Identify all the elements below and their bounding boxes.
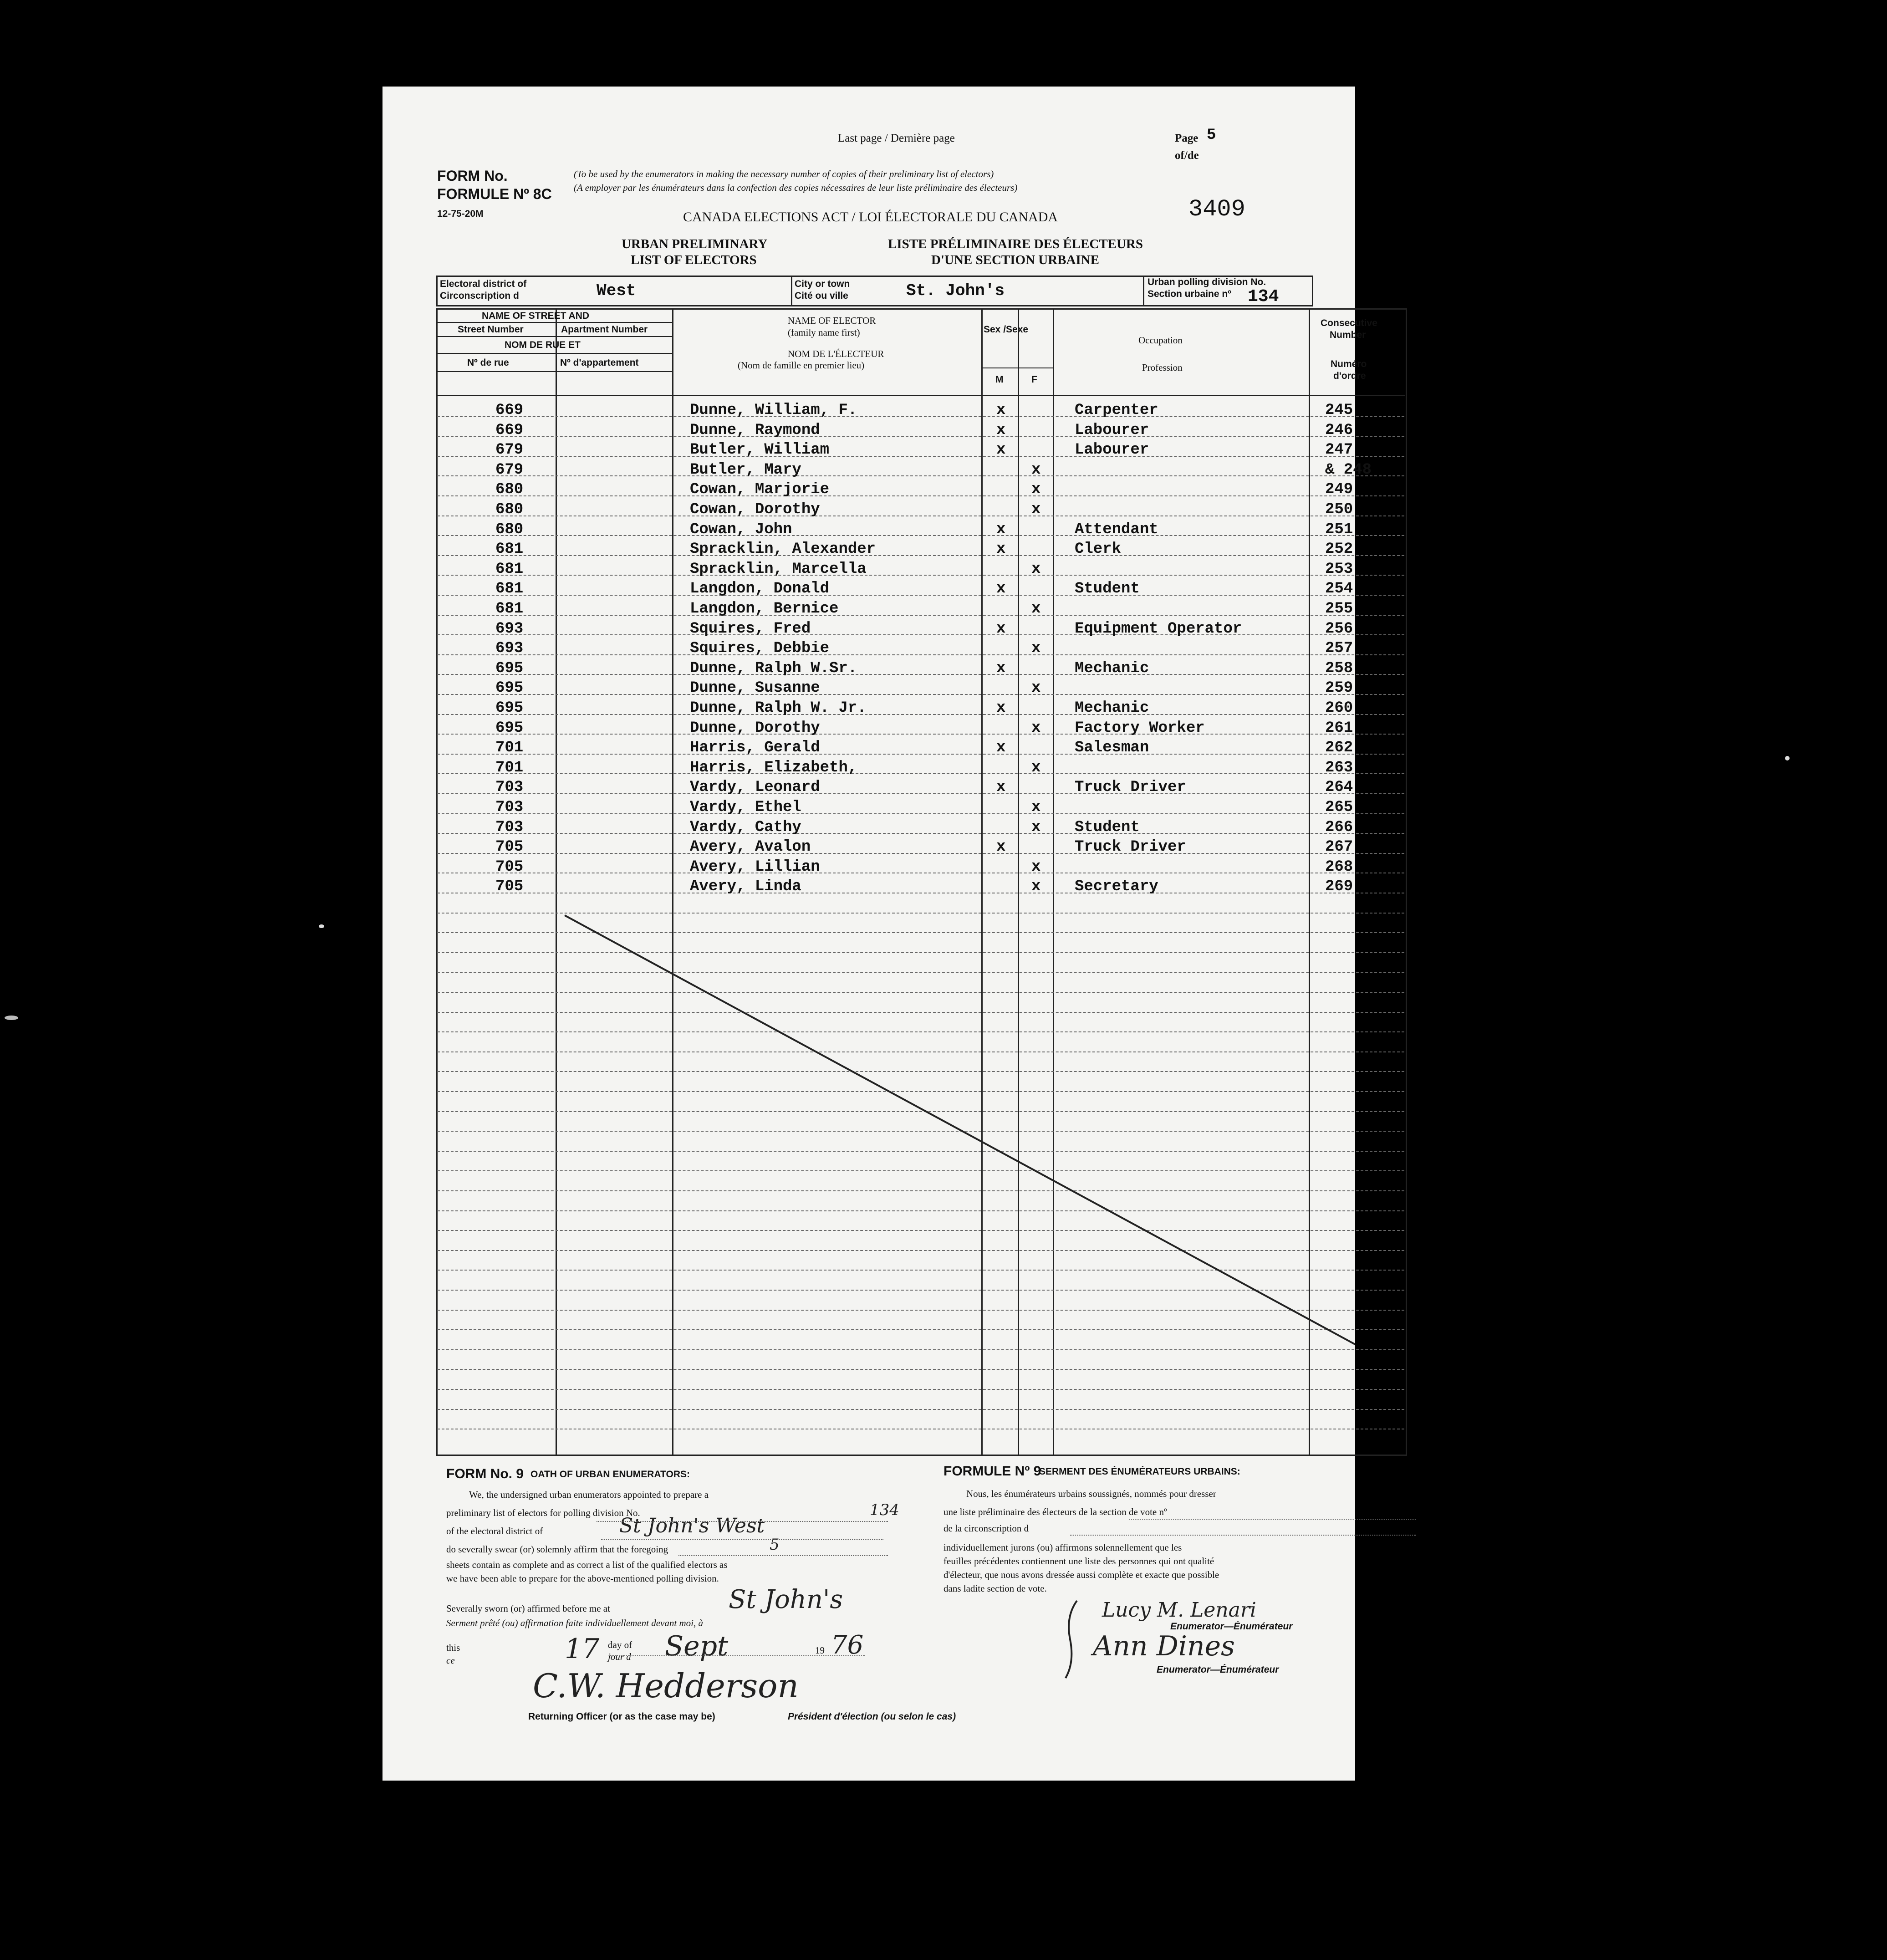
consecutive-number-cell: 268 (1325, 858, 1353, 876)
consecutive-number-cell: 251 (1325, 521, 1353, 538)
sex-m-cell: x (996, 580, 1006, 598)
elector-name-cell: Harris, Gerald (690, 739, 820, 757)
elector-name-cell: Dunne, Susanne (690, 679, 820, 697)
street-number-cell: 680 (495, 501, 524, 518)
occupation-cell: Equipment Operator (1075, 620, 1242, 638)
instruction-fr: (A employer par les énumérateurs dans la confection des copies nécessaires de leur liste préliminaire des électeurs) (574, 182, 1018, 193)
city-label-2: Cité ou ville (795, 291, 848, 301)
street-header: NAME OF STREET AND (482, 311, 590, 321)
street-number-cell: 693 (495, 620, 524, 638)
consecutive-number-cell: 265 (1325, 799, 1353, 816)
sex-m-cell: x (996, 441, 1006, 459)
sworn-line-1: Severally sworn (or) affirmed before me at (446, 1603, 610, 1614)
enumerator-label-2: Enumerator—Énumérateur (1157, 1664, 1279, 1675)
elector-header-3: NOM DE L'ÉLECTEUR (788, 348, 884, 359)
consecutive-number-cell: 264 (1325, 779, 1353, 796)
returning-officer-label: Returning Officer (or as the case may be) (528, 1711, 715, 1722)
occupation-cell: Labourer (1075, 441, 1149, 459)
elector-name-cell: Squires, Debbie (690, 640, 830, 658)
city-label-1: City or town (795, 279, 850, 289)
formule-no: FORMULE Nº 8C (437, 186, 552, 202)
sex-f-cell: x (1031, 858, 1041, 876)
this-label: this (446, 1642, 460, 1653)
elector-name-cell: Dunne, William, F. (690, 402, 857, 419)
sex-f-cell: x (1031, 679, 1041, 697)
occupation-cell: Factory Worker (1075, 719, 1205, 737)
consecutive-header-4: d'ordre (1333, 371, 1366, 381)
elector-name-cell: Harris, Elizabeth, (690, 759, 857, 776)
sex-f-cell: x (1031, 600, 1041, 618)
consecutive-header-1: Consecutive (1321, 318, 1377, 328)
sex-m-cell: x (996, 739, 1006, 757)
sex-f-cell: x (1031, 719, 1041, 737)
form-page (382, 87, 1377, 1781)
occupation-cell: Mechanic (1075, 659, 1149, 677)
title-en-2: LIST OF ELECTORS (631, 253, 757, 267)
film-speck (319, 924, 324, 928)
elector-name-cell: Avery, Lillian (690, 858, 820, 876)
apartment-number-header: Apartment Number (561, 324, 648, 335)
oath-polling-division-value: 134 (870, 1501, 899, 1519)
oath-fr-title: FORMULE Nº 9 (944, 1464, 1041, 1479)
form-code: 12-75-20M (437, 209, 484, 219)
sex-f-cell: x (1031, 560, 1041, 578)
returning-officer-signature: C.W. Hedderson (533, 1667, 799, 1705)
occupation-cell: Truck Driver (1075, 838, 1186, 856)
street-number-cell: 681 (495, 580, 524, 598)
street-number-cell: 703 (495, 779, 524, 796)
oath-en-line2: preliminary list of electors for polling division No. (446, 1507, 640, 1518)
street-number-cell: 681 (495, 560, 524, 578)
consecutive-number-cell: 249 (1325, 481, 1353, 499)
elector-name-cell: Butler, William (690, 441, 830, 459)
elector-name-cell: Langdon, Bernice (690, 600, 839, 618)
street-number-header: Street Number (458, 324, 524, 335)
street-number-cell: 695 (495, 719, 524, 737)
form-no: FORM No. (437, 168, 508, 184)
profession-header: Profession (1142, 362, 1183, 373)
street-number-cell: 695 (495, 699, 524, 717)
sex-f-cell: x (1031, 501, 1041, 518)
f-header: F (1031, 374, 1037, 385)
elector-name-cell: Butler, Mary (690, 461, 801, 479)
occupation-cell: Student (1075, 580, 1140, 598)
consecutive-number-cell: 254 (1325, 580, 1353, 598)
president-label: Président d'élection (ou selon le cas) (788, 1711, 956, 1722)
consecutive-number-cell: 266 (1325, 818, 1353, 836)
consecutive-number-cell: 245 (1325, 402, 1353, 419)
sex-m-cell: x (996, 421, 1006, 439)
elector-name-cell: Vardy, Ethel (690, 799, 801, 816)
occupation-cell: Truck Driver (1075, 779, 1186, 796)
poll-label-2: Section urbaine nº (1148, 289, 1231, 299)
oath-en-line6: we have been able to prepare for the above-mentioned polling division. (446, 1573, 719, 1584)
year-value: 76 (831, 1630, 864, 1660)
elector-name-cell: Avery, Avalon (690, 838, 811, 856)
street-number-cell: 705 (495, 858, 524, 876)
sworn-line-2: Serment prêté (ou) affirmation faite individuellement devant moi, à (446, 1618, 703, 1628)
oath-fr-line3: de la circonscription d (944, 1523, 1029, 1534)
street-number-cell: 703 (495, 799, 524, 816)
street-number-cell: 669 (495, 421, 524, 439)
sex-f-cell: x (1031, 759, 1041, 776)
oath-sheets-value: 5 (770, 1536, 780, 1554)
sex-f-cell: x (1031, 818, 1041, 836)
street-number-cell: 703 (495, 818, 524, 836)
consecutive-number-cell: & 248 (1325, 461, 1372, 479)
instruction-en: (To be used by the enumerators in making the necessary number of copies of their preliminary list of electors) (574, 168, 994, 179)
street-number-cell: 705 (495, 878, 524, 896)
day-of-label: day of (608, 1639, 632, 1650)
sex-f-cell: x (1031, 640, 1041, 658)
sex-f-cell: x (1031, 878, 1041, 896)
elector-name-cell: Vardy, Cathy (690, 818, 801, 836)
elector-name-cell: Dunne, Raymond (690, 421, 820, 439)
cancel-diagonal-line (382, 87, 1355, 1544)
jour-de-label: jour d (608, 1651, 631, 1662)
elector-name-cell: Dunne, Dorothy (690, 719, 820, 737)
film-mark (5, 1016, 18, 1020)
elector-name-cell: Cowan, Marjorie (690, 481, 830, 499)
last-page-label: Last page / Dernière page (838, 132, 955, 144)
street-number-cell: 695 (495, 679, 524, 697)
ce-label: ce (446, 1655, 455, 1666)
street-number-cell: 695 (495, 659, 524, 677)
sworn-place: St John's (729, 1585, 843, 1614)
occupation-cell: Student (1075, 818, 1140, 836)
oath-fr-line4: individuellement jurons (ou) affirmons solennellement que les (944, 1542, 1182, 1553)
title-fr-1: LISTE PRÉLIMINAIRE DES ÉLECTEURS (888, 237, 1143, 251)
consecutive-number-cell: 259 (1325, 679, 1353, 697)
poll-label-1: Urban polling division No. (1148, 277, 1266, 287)
consecutive-header-3: Numéro (1331, 359, 1367, 369)
occupation-cell: Mechanic (1075, 699, 1149, 717)
document-number: 3409 (1188, 196, 1245, 223)
consecutive-number-cell: 263 (1325, 759, 1353, 776)
occupation-cell: Attendant (1075, 521, 1158, 538)
occupation-cell: Clerk (1075, 541, 1122, 558)
sex-m-cell: x (996, 541, 1006, 558)
district-label-1: Electoral district of (440, 279, 527, 289)
sex-header: Sex /Sexe (984, 324, 1029, 335)
sex-m-cell: x (996, 402, 1006, 419)
elector-header-1: NAME OF ELECTOR (788, 315, 876, 326)
elector-header-4: (Nom de famille en premier lieu) (738, 360, 865, 371)
m-header: M (995, 374, 1004, 385)
elector-name-cell: Squires, Fred (690, 620, 811, 638)
oath-district-value: St John's West (619, 1514, 765, 1537)
consecutive-header-2: Number (1330, 330, 1366, 340)
occupation-cell: Labourer (1075, 421, 1149, 439)
signature-bracket (1056, 1598, 1084, 1680)
elector-name-cell: Spracklin, Marcella (690, 560, 867, 578)
district-value: West (597, 281, 636, 300)
consecutive-number-cell: 255 (1325, 600, 1353, 618)
page-number: 5 (1207, 127, 1216, 144)
oath-fr-line2: une liste préliminaire des électeurs de la section de vote nº (944, 1506, 1167, 1517)
street-number-cell: 693 (495, 640, 524, 658)
consecutive-number-cell: 253 (1325, 560, 1353, 578)
street-number-cell: 669 (495, 402, 524, 419)
street-number-cell: 701 (495, 759, 524, 776)
day-value: 17 (565, 1633, 600, 1665)
sex-f-cell: x (1031, 481, 1041, 499)
street-number-cell: 681 (495, 600, 524, 618)
act-title: CANADA ELECTIONS ACT / LOI ÉLECTORALE DU CANADA (683, 209, 1058, 225)
sex-f-cell: x (1031, 461, 1041, 479)
of-label: of/de (1175, 149, 1199, 162)
oath-fr-subtitle: SERMENT DES ÉNUMÉRATEURS URBAINS: (1039, 1466, 1240, 1477)
street-number-cell: 679 (495, 441, 524, 459)
elector-name-cell: Spracklin, Alexander (690, 541, 876, 558)
elector-name-cell: Cowan, Dorothy (690, 501, 820, 518)
sex-m-cell: x (996, 659, 1006, 677)
street-number-cell: 680 (495, 481, 524, 499)
oath-en-line5: sheets contain as complete and as correct a list of the qualified electors as (446, 1559, 728, 1570)
film-speck (1785, 756, 1790, 761)
oath-fr-line5: feuilles précédentes contiennent une liste des personnes qui ont qualité (944, 1556, 1214, 1567)
sex-m-cell: x (996, 779, 1006, 796)
oath-fr-line6: d'électeur, que nous avons dressée aussi complète et exacte que possible (944, 1569, 1219, 1580)
oath-fr-line7: dans ladite section de vote. (944, 1583, 1047, 1594)
street-number-cell: 701 (495, 739, 524, 757)
occupation-cell: Secretary (1075, 878, 1158, 896)
consecutive-number-cell: 246 (1325, 421, 1353, 439)
sex-m-cell: x (996, 699, 1006, 717)
occupation-cell: Carpenter (1075, 402, 1158, 419)
sex-m-cell: x (996, 521, 1006, 538)
district-label-2: Circonscription d (440, 291, 519, 301)
occupation-header: Occupation (1138, 335, 1183, 346)
page-label: Page (1175, 132, 1198, 144)
no-de-rue-header: Nº de rue (467, 357, 509, 368)
consecutive-number-cell: 269 (1325, 878, 1353, 896)
consecutive-number-cell: 261 (1325, 719, 1353, 737)
year-prefix: 19 (815, 1645, 825, 1656)
consecutive-number-cell: 257 (1325, 640, 1353, 658)
oath-en-subtitle: OATH OF URBAN ENUMERATORS: (530, 1469, 690, 1480)
street-number-cell: 680 (495, 521, 524, 538)
sex-f-cell: x (1031, 799, 1041, 816)
month-value: Sept (665, 1630, 729, 1662)
consecutive-number-cell: 260 (1325, 699, 1353, 717)
street-number-cell: 679 (495, 461, 524, 479)
city-value: St. John's (906, 281, 1005, 300)
sex-m-cell: x (996, 620, 1006, 638)
street-number-cell: 681 (495, 541, 524, 558)
elector-name-cell: Avery, Linda (690, 878, 801, 896)
poll-value: 134 (1248, 287, 1279, 306)
no-appartement-header: Nº d'appartement (560, 357, 639, 368)
consecutive-number-cell: 256 (1325, 620, 1353, 638)
oath-en-line1: We, the undersigned urban enumerators appointed to prepare a (469, 1489, 709, 1500)
street-number-cell: 705 (495, 838, 524, 856)
elector-name-cell: Dunne, Ralph W. Jr. (690, 699, 867, 717)
sex-m-cell: x (996, 838, 1006, 856)
nom-de-rue-header: NOM DE RUE ET (505, 340, 581, 350)
elector-name-cell: Langdon, Donald (690, 580, 830, 598)
oath-en-line3: of the electoral district of (446, 1526, 543, 1536)
consecutive-number-cell: 267 (1325, 838, 1353, 856)
oath-fr-line1: Nous, les énumérateurs urbains soussignés, nommés pour dresser (966, 1488, 1216, 1499)
consecutive-number-cell: 247 (1325, 441, 1353, 459)
consecutive-number-cell: 252 (1325, 541, 1353, 558)
oath-en-title: FORM No. 9 (446, 1466, 524, 1481)
enumerator-signature-2: Ann Dines (1093, 1630, 1235, 1662)
occupation-cell: Salesman (1075, 739, 1149, 757)
title-fr-2: D'UNE SECTION URBAINE (931, 253, 1100, 267)
elector-name-cell: Dunne, Ralph W.Sr. (690, 659, 857, 677)
consecutive-number-cell: 258 (1325, 659, 1353, 677)
enumerator-label-1: Enumerator—Énumérateur (1170, 1621, 1293, 1632)
title-en-1: URBAN PRELIMINARY (622, 237, 768, 251)
elector-header-2: (family name first) (788, 327, 860, 338)
oath-en-line4: do severally swear (or) solemnly affirm that the foregoing (446, 1544, 668, 1555)
consecutive-number-cell: 262 (1325, 739, 1353, 757)
elector-name-cell: Cowan, John (690, 521, 792, 538)
consecutive-number-cell: 250 (1325, 501, 1353, 518)
enumerator-signature-1: Lucy M. Lenari (1102, 1598, 1257, 1622)
elector-name-cell: Vardy, Leonard (690, 779, 820, 796)
